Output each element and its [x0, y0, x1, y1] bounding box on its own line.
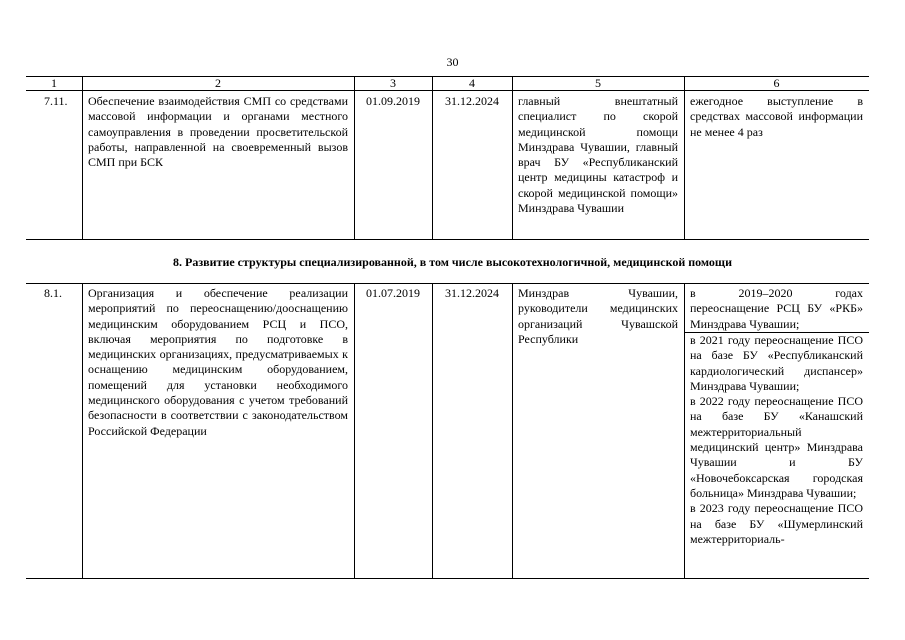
row-7-11-measure: Обеспечение взаимодействия СМП со средствами массовой информации и органами местного самоуправления в проведении просветительской работы, направленной на своевременный вызов СМП при БСК: [88, 94, 348, 170]
row-8-1-result-2019: в 2019–2020 годах переоснащение РСЦ БУ «РКБ» Минздрава Чувашии;: [690, 286, 863, 331]
row-8-1-start-date: 01.07.2019: [366, 286, 420, 300]
row-7-11-start-date: 01.09.2019: [366, 94, 420, 108]
row-7-11-responsible: главный внештатный специалист по скорой медицинской помощи Минздрава Чувашии, главный врач БУ «Республиканский центр медицины катастроф и скорой медицинской помощи» Минздрава Чувашии: [518, 94, 678, 216]
row-8-1-result-2022: в 2022 году переоснащение ПСО на базе БУ «Канашский межтерриториальный медицинский центр» Минздрава Чувашии и БУ «Новочебоксарская городская больница» Минздрава Чувашии;: [690, 394, 863, 500]
section-8-title: 8. Развитие структуры специализированной, в том числе высокотехнологичной, медицинской помощи: [173, 255, 732, 269]
column-header-5: 5: [595, 76, 601, 90]
column-header-4: 4: [469, 76, 475, 90]
row-7-11-end-date: 31.12.2024: [445, 94, 499, 108]
column-header-2: 2: [215, 76, 221, 90]
column-header-6: 6: [773, 76, 780, 90]
row-8-1-result-2021: в 2021 году переоснащение ПСО на базе БУ «Республиканский кардиологический диспансер» Минздрава Чувашии;: [690, 333, 863, 393]
row-7-11-result: ежегодное выступление в средствах массовой информации не менее 4 раз: [690, 94, 863, 139]
column-header-1: 1: [51, 76, 57, 90]
row-8-1-responsible: Минздрав Чувашии, руководители медицинских организаций Чувашской Республики: [518, 286, 678, 346]
row-8-1-result-2023: в 2023 году переоснащение ПСО на базе БУ «Шумерлинский межтерриториаль-: [690, 501, 863, 546]
row-8-1-measure: Организация и обеспечение реализации мероприятий по переоснащению/дооснащению медицинским оборудованием РСЦ и ПСО, включая мероприятия по подготовке в медицинских организациях, предусматриваемых к оснащению медицинским оборудованием, помещений для установки необходимого медицинского оборудования с учетом требований безопасности в соответствии с законодательством Российской Федерации: [88, 286, 348, 438]
row-7-11-number: 7.11.: [44, 94, 68, 108]
row-8-1-result-2021-2023: [690, 333, 863, 547]
row-8-1-end-date: 31.12.2024: [445, 286, 499, 300]
page-number: 30: [446, 55, 459, 69]
column-header-3: 3: [390, 76, 396, 90]
row-8-1-number: 8.1.: [44, 286, 62, 300]
